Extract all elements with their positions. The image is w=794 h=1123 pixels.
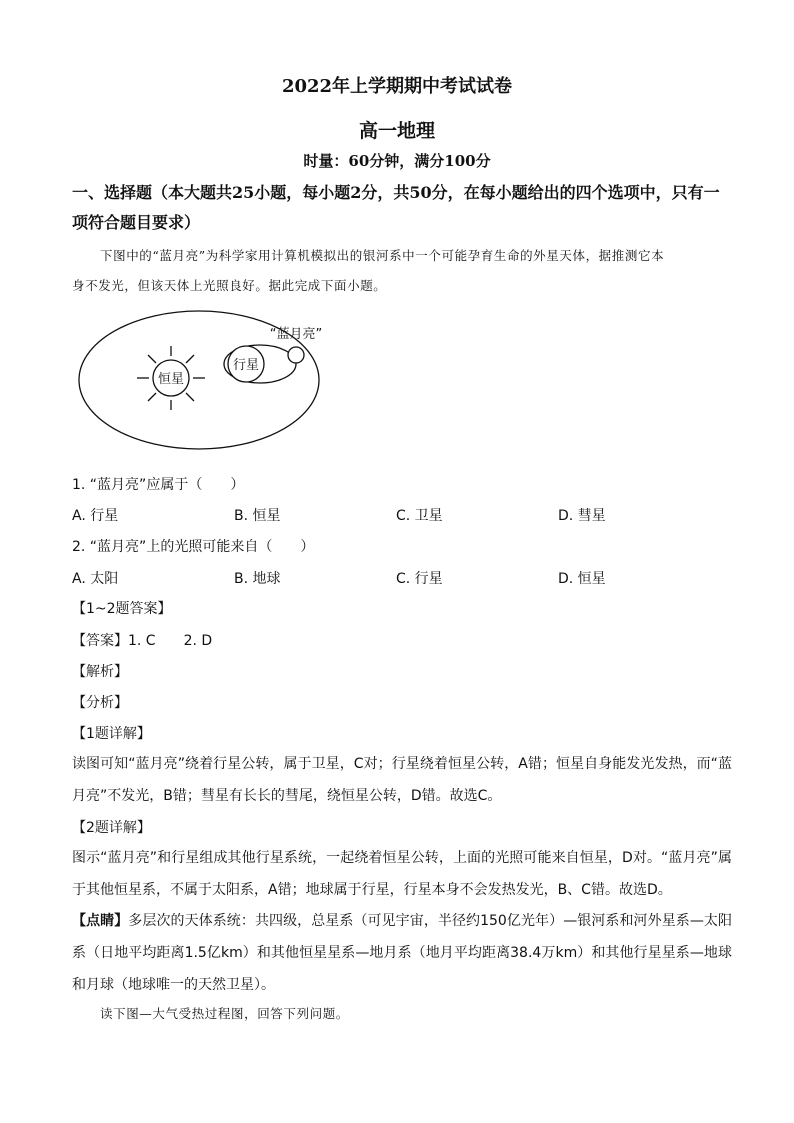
planet-label: 行星 xyxy=(232,358,260,373)
time-info: 时量：60分钟，满分100分 xyxy=(303,152,491,170)
detail-2-text: 图示“蓝月亮”和行星组成其他行星系统，一起绕着恒星公转，上面的光照可能来自恒星，D对。“蓝月亮”属于其他恒星系，不属于太阳系，A错；地球属于行星，行星本身不会发热发光，B、C错。故选D。 xyxy=(72,850,732,898)
q2-option-d[interactable]: D. 恒星 xyxy=(558,571,606,587)
intro-line-1: 下图中的“蓝月亮”为科学家用计算机模拟出的银河系中一个可能孕育生命的外星天体，据推测它本 xyxy=(100,248,665,263)
tip-paragraph xyxy=(72,905,732,1001)
q1-option-a[interactable]: A. 行星 xyxy=(72,508,119,524)
answer-group-title: 【1~2题答案】 xyxy=(72,601,172,617)
q2-option-b[interactable]: B. 地球 xyxy=(234,571,281,587)
answer-tag: 【答案】 xyxy=(72,633,128,649)
q1-option-d[interactable]: D. 彗星 xyxy=(558,508,606,524)
star-label: 恒星 xyxy=(157,372,185,387)
orbit-diagram xyxy=(72,308,342,468)
detail-1-text: 读图可知“蓝月亮”绕着行星公转，属于卫星，C对；行星绕着恒星公转，A错；恒星自身能发光发热，而“蓝月亮”不发光，B错；彗星有长长的彗尾，绕恒星公转，D错。故选C。 xyxy=(72,756,732,804)
next-question-intro: 读下图—大气受热过程图，回答下列问题。 xyxy=(100,1006,349,1021)
detail-2-title: 【2题详解】 xyxy=(72,820,151,836)
section-heading: 一、选择题（本大题共25小题，每小题2分，共50分，在每小题给出的四个选项中，只有一项符合题目要求） xyxy=(72,183,720,232)
q2-option-c[interactable]: C. 行星 xyxy=(396,571,443,587)
exam-title: 2022年上学期期中考试试卷 xyxy=(281,76,513,97)
q2-option-a[interactable]: A. 太阳 xyxy=(72,571,119,587)
tip-text: 多层次的天体系统：共四级，总星系（可见宇宙，半径约150亿光年）—银河系和河外星系—太阳系（日地平均距离1.5亿km）和其他恒星星系—地月系（地月平均距离38.4万km）和其他行星星系—地球和月球（地球唯一的天然卫星）。 xyxy=(72,913,732,993)
question-2-stem: 2. “蓝月亮”上的光照可能来自（ ） xyxy=(72,539,315,555)
moon-icon xyxy=(288,347,304,363)
tip-tag: 【点睛】 xyxy=(72,913,129,929)
analysis-tag: 【解析】 xyxy=(72,664,128,680)
answer-line xyxy=(72,630,212,650)
detail-1-title: 【1题详解】 xyxy=(72,726,151,742)
q1-option-b[interactable]: B. 恒星 xyxy=(234,508,281,524)
q1-option-c[interactable]: C. 卫星 xyxy=(396,508,443,524)
fenxi-tag: 【分析】 xyxy=(72,695,128,711)
intro-line-2: 身不发光，但该天体上光照良好。据此完成下面小题。 xyxy=(72,278,387,293)
answer-values: 1. C 2. D xyxy=(128,633,213,649)
moon-label: “蓝月亮” xyxy=(269,327,323,342)
question-1-stem: 1. “蓝月亮”应属于（ ） xyxy=(72,477,245,493)
subject-title: 高一地理 xyxy=(358,120,435,142)
